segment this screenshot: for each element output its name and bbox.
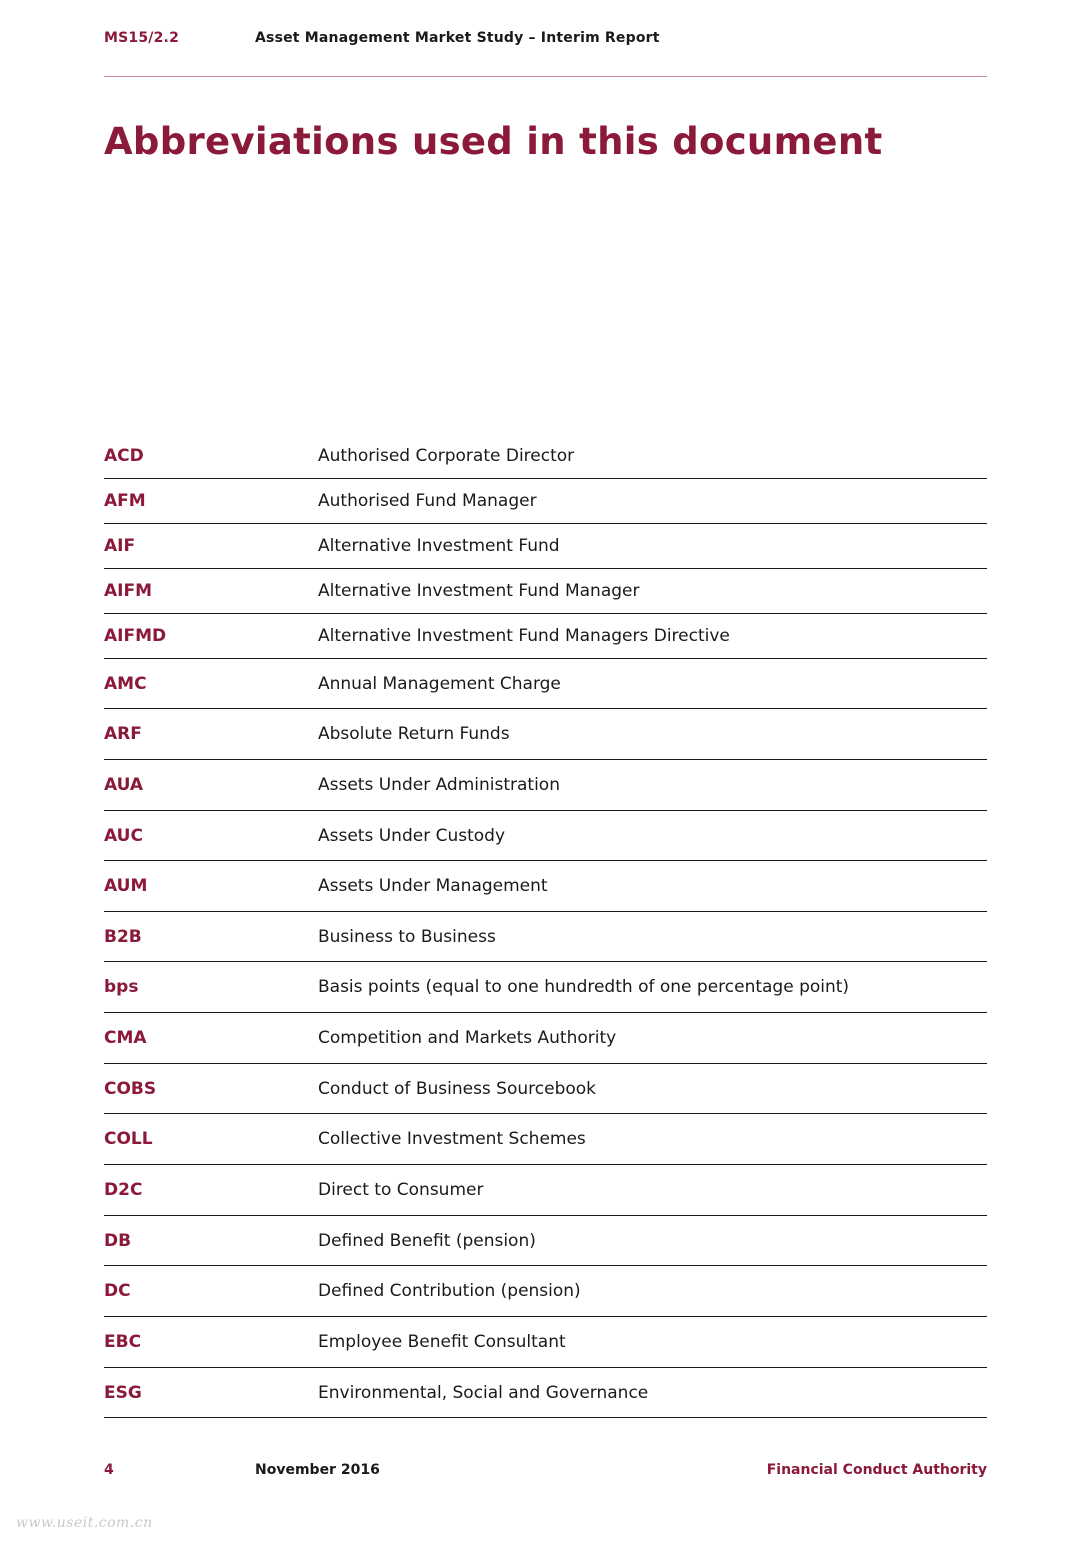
abbreviation-term: ACD: [104, 446, 144, 466]
abbreviation-term: COLL: [104, 1129, 153, 1149]
abbreviation-term: EBC: [104, 1332, 142, 1352]
page-footer: [104, 1462, 987, 1482]
abbreviation-term: DC: [104, 1281, 131, 1301]
document-title: Asset Management Market Study – Interim Report: [255, 30, 660, 46]
abbreviation-meaning: Assets Under Management: [318, 876, 548, 896]
abbreviation-meaning: Competition and Markets Authority: [318, 1028, 617, 1048]
abbreviation-meaning: Defined Contribution (pension): [318, 1281, 581, 1301]
abbreviation-term: bps: [104, 977, 139, 997]
abbreviation-term: ARF: [104, 724, 142, 744]
abbreviation-term: AFM: [104, 491, 146, 511]
abbreviation-row: [104, 1114, 987, 1165]
abbreviation-meaning: Environmental, Social and Governance: [318, 1382, 649, 1403]
abbreviation-term: AUC: [104, 825, 143, 846]
abbreviation-meaning: Authorised Fund Manager: [318, 491, 537, 511]
abbreviation-term: AUA: [104, 775, 144, 795]
page-title: Abbreviations used in this document: [104, 120, 883, 163]
abbreviation-row: [104, 524, 987, 569]
abbreviation-term: D2C: [104, 1180, 143, 1200]
abbreviation-row: [104, 614, 987, 659]
abbreviation-row: [104, 1013, 987, 1064]
abbreviation-row: [104, 1165, 987, 1216]
abbreviation-term: CMA: [104, 1028, 147, 1048]
abbreviation-term: COBS: [104, 1078, 157, 1099]
document-code: MS15/2.2: [104, 30, 180, 46]
abbreviation-row: [104, 659, 987, 709]
abbreviation-term: AIF: [104, 536, 136, 556]
abbreviation-row: [104, 1368, 987, 1418]
abbreviation-term: B2B: [104, 926, 142, 947]
abbreviation-term: AMC: [104, 673, 147, 694]
page-header: [104, 30, 987, 50]
abbreviation-row: [104, 760, 987, 811]
abbreviation-meaning: Employee Benefit Consultant: [318, 1332, 566, 1352]
abbreviation-row: [104, 569, 987, 614]
abbreviations-table: [104, 434, 987, 1418]
page-number: 4: [104, 1462, 114, 1478]
abbreviation-row: [104, 1317, 987, 1368]
abbreviation-meaning: Defined Benefit (pension): [318, 1230, 536, 1251]
abbreviation-meaning: Direct to Consumer: [318, 1180, 484, 1200]
abbreviation-row: [104, 1064, 987, 1114]
organisation-name: Financial Conduct Authority: [766, 1462, 987, 1478]
abbreviation-row: [104, 1216, 987, 1266]
abbreviation-term: AUM: [104, 876, 148, 896]
abbreviation-meaning: Collective Investment Schemes: [318, 1129, 586, 1149]
abbreviation-row: [104, 434, 987, 479]
abbreviation-meaning: Conduct of Business Sourcebook: [318, 1078, 597, 1099]
abbreviation-term: DB: [104, 1230, 132, 1251]
abbreviation-meaning: Assets Under Administration: [318, 775, 560, 795]
abbreviation-meaning: Alternative Investment Fund Managers Directive: [318, 626, 730, 646]
abbreviation-row: [104, 1266, 987, 1317]
abbreviation-meaning: Authorised Corporate Director: [318, 446, 575, 466]
abbreviation-row: [104, 479, 987, 524]
abbreviation-row: [104, 709, 987, 760]
abbreviation-meaning: Alternative Investment Fund: [318, 536, 560, 556]
abbreviation-row: [104, 912, 987, 962]
publication-date: November 2016: [255, 1462, 380, 1478]
abbreviation-row: [104, 811, 987, 861]
abbreviation-meaning: Business to Business: [318, 926, 496, 947]
abbreviation-term: AIFM: [104, 581, 153, 601]
abbreviation-meaning: Absolute Return Funds: [318, 724, 510, 744]
abbreviation-meaning: Alternative Investment Fund Manager: [318, 581, 640, 601]
header-divider: [104, 76, 987, 77]
abbreviation-meaning: Assets Under Custody: [318, 825, 506, 846]
abbreviation-term: ESG: [104, 1382, 142, 1403]
abbreviation-meaning: Basis points (equal to one hundredth of one percentage point): [318, 977, 850, 997]
abbreviation-term: AIFMD: [104, 626, 167, 646]
abbreviation-row: [104, 861, 987, 912]
watermark: www.useit.com.cn: [16, 1515, 153, 1531]
abbreviation-row: [104, 962, 987, 1013]
abbreviation-meaning: Annual Management Charge: [318, 673, 561, 694]
